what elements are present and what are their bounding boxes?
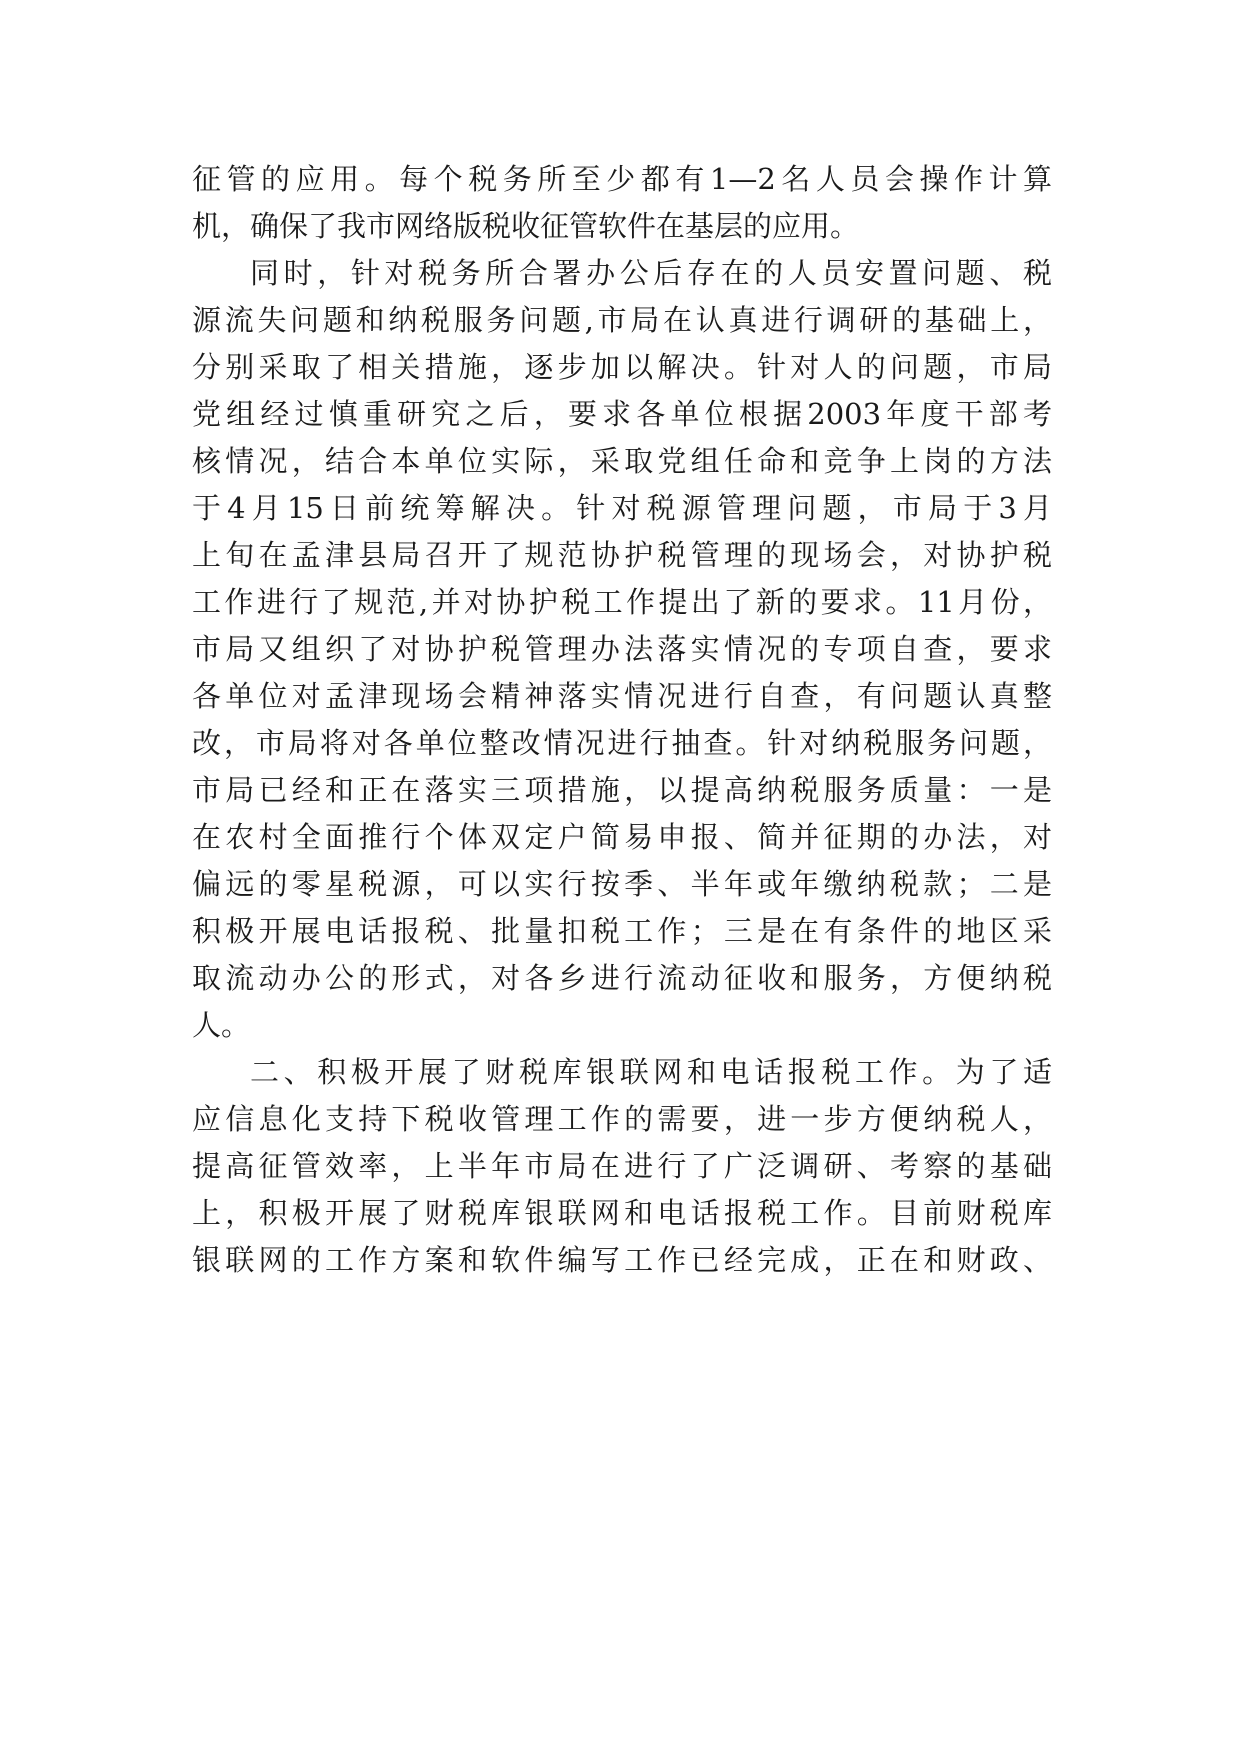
paragraph-line: 银联网的工作方案和软件编写工作已经完成，正在和财政、 bbox=[192, 1243, 1052, 1277]
paragraph-line: 征管的应用。每个税务所至少都有1—2名人员会操作计算 bbox=[192, 162, 1052, 196]
paragraph-line: 改，市局将对各单位整改情况进行抽查。针对纳税服务问题， bbox=[192, 726, 1052, 760]
paragraph-line: 源流失问题和纳税服务问题,市局在认真进行调研的基础上， bbox=[192, 303, 1052, 337]
paragraph-line: 上旬在孟津县局召开了规范协护税管理的现场会，对协护税 bbox=[192, 538, 1052, 572]
paragraph-line: 机，确保了我市网络版税收征管软件在基层的应用。 bbox=[192, 209, 860, 243]
paragraph-line: 市局又组织了对协护税管理办法落实情况的专项自查，要求 bbox=[192, 632, 1052, 666]
paragraph-3 bbox=[192, 1049, 1052, 1284]
paragraph-line: 分别采取了相关措施，逐步加以解决。针对人的问题，市局 bbox=[192, 350, 1052, 384]
paragraph-line: 偏远的零星税源，可以实行按季、半年或年缴纳税款；二是 bbox=[192, 867, 1052, 901]
paragraph-line: 于4月15日前统筹解决。针对税源管理问题，市局于3月 bbox=[192, 491, 1052, 525]
paragraph-1 bbox=[192, 156, 1052, 250]
paragraph-line: 上，积极开展了财税库银联网和电话报税工作。目前财税库 bbox=[192, 1196, 1052, 1230]
paragraph-line: 积极开展电话报税、批量扣税工作；三是在有条件的地区采 bbox=[192, 914, 1052, 948]
paragraph-line: 提高征管效率，上半年市局在进行了广泛调研、考察的基础 bbox=[192, 1149, 1052, 1183]
paragraph-2 bbox=[192, 250, 1052, 1049]
paragraph-line: 人。 bbox=[192, 1008, 251, 1042]
paragraph-line: 各单位对孟津现场会精神落实情况进行自查，有问题认真整 bbox=[192, 679, 1052, 713]
document-body bbox=[192, 156, 1052, 1284]
paragraph-line: 核情况，结合本单位实际，采取党组任命和竞争上岗的方法 bbox=[192, 444, 1052, 478]
paragraph-line: 工作进行了规范,并对协护税工作提出了新的要求。11月份， bbox=[192, 585, 1052, 619]
paragraph-line: 应信息化支持下税收管理工作的需要，进一步方便纳税人， bbox=[192, 1102, 1052, 1136]
paragraph-line: 党组经过慎重研究之后，要求各单位根据2003年度干部考 bbox=[192, 397, 1052, 431]
paragraph-line: 在农村全面推行个体双定户简易申报、简并征期的办法，对 bbox=[192, 820, 1052, 854]
paragraph-line: 市局已经和正在落实三项措施，以提高纳税服务质量：一是 bbox=[192, 773, 1052, 807]
paragraph-line: 同时，针对税务所合署办公后存在的人员安置问题、税 bbox=[250, 256, 1052, 290]
paragraph-line: 取流动办公的形式，对各乡进行流动征收和服务，方便纳税 bbox=[192, 961, 1052, 995]
paragraph-line: 二、积极开展了财税库银联网和电话报税工作。为了适 bbox=[250, 1055, 1052, 1089]
